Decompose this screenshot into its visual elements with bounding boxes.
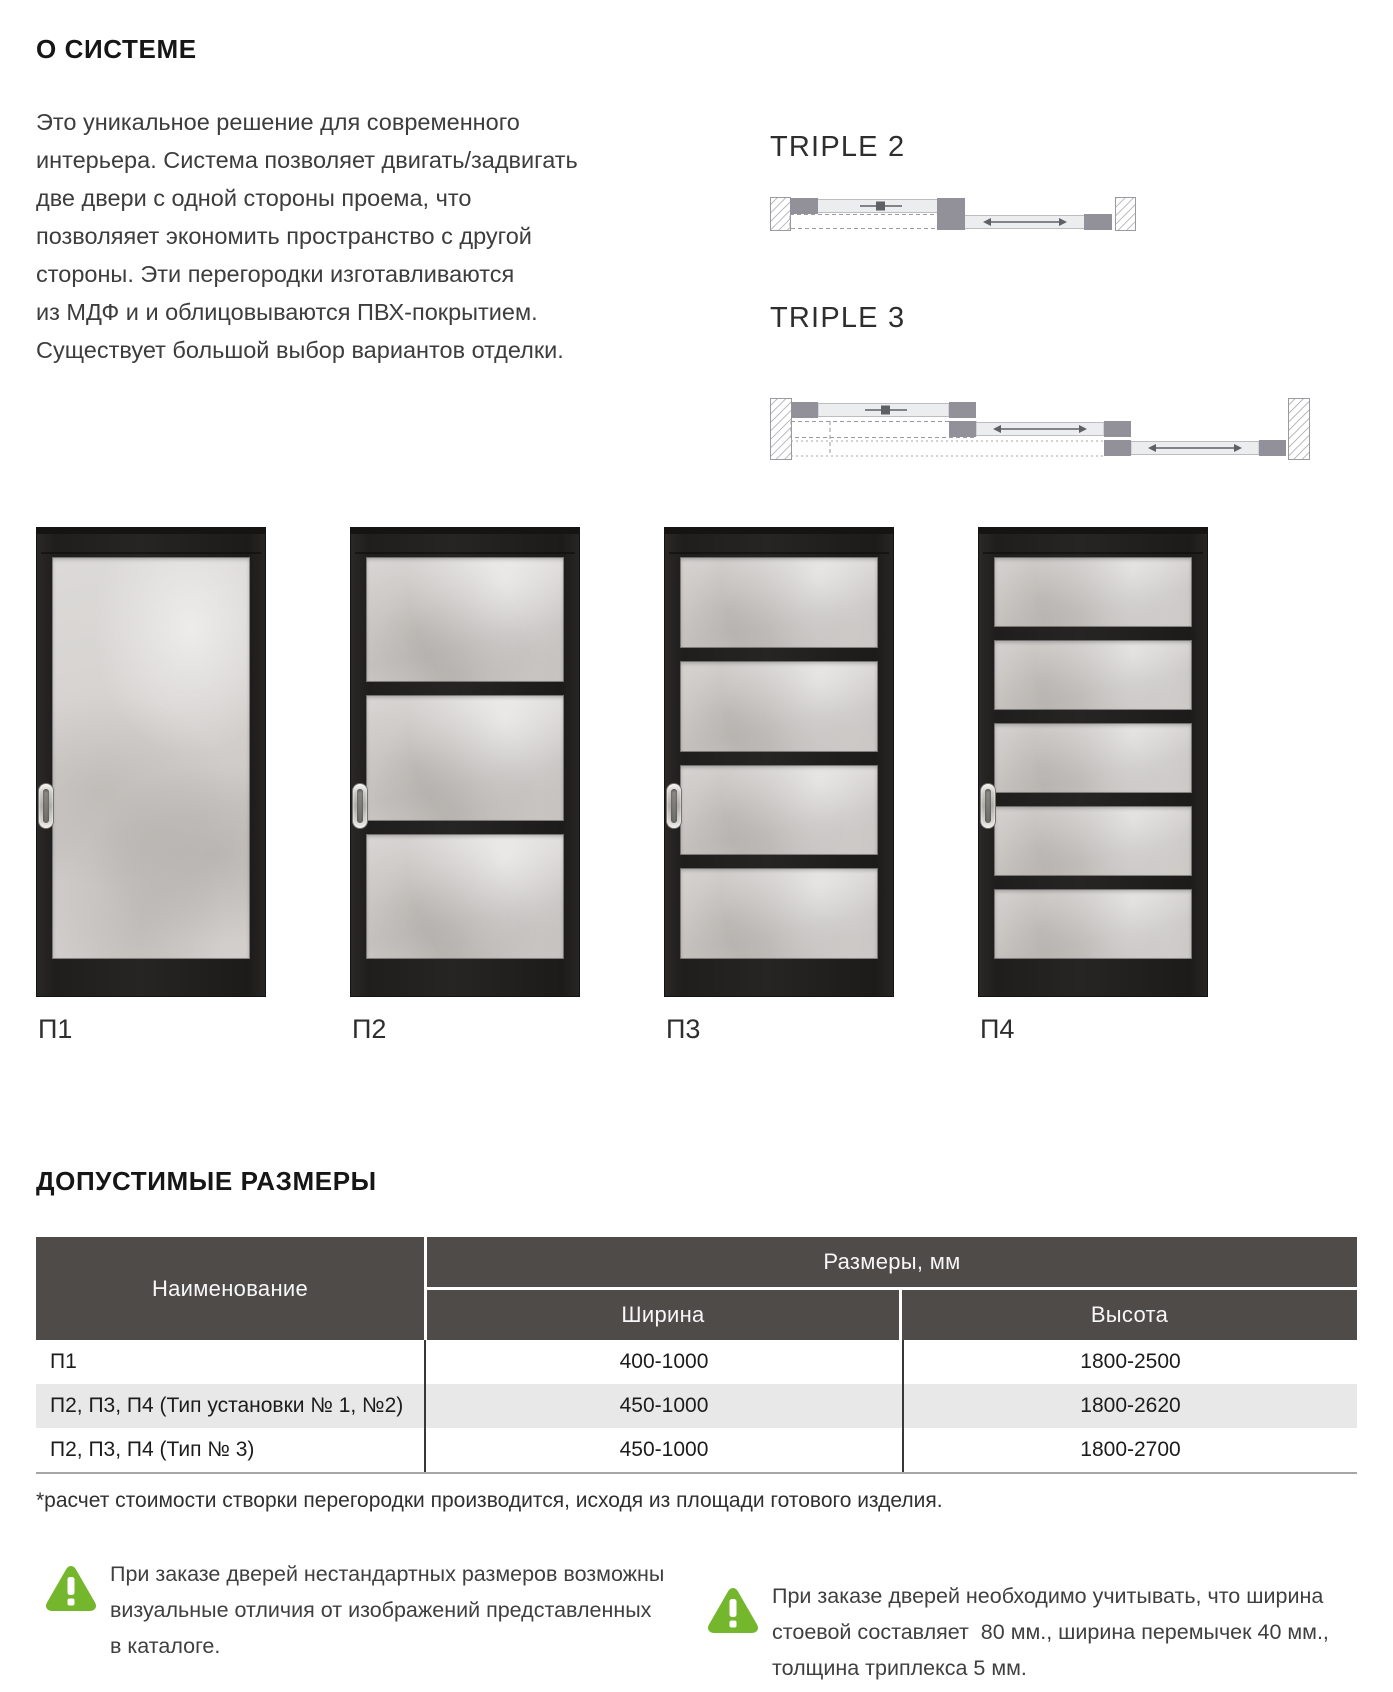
door-track-groove: [355, 552, 575, 554]
frosted-glass-panel: [680, 868, 878, 959]
frosted-glass-panel: [52, 557, 250, 959]
triple-2-diagram: [770, 196, 1140, 234]
about-paragraph-line: позволяяет экономить пространство с другой: [36, 223, 532, 249]
door-glass-area: [52, 557, 250, 959]
column-header-name: Наименование: [36, 1237, 424, 1340]
note-line: При заказе дверей необходимо учитывать, что ширина: [772, 1584, 1324, 1608]
note-text: [772, 1578, 1329, 1686]
about-paragraph-line: Существует большой выбор вариантов отделки.: [36, 337, 564, 363]
cell-name: П2, П3, П4 (Тип установки № 1, №2): [50, 1394, 404, 1417]
door-glass-area: [680, 557, 878, 959]
door-П3: [664, 527, 894, 997]
cell-height: 1800-2700: [902, 1428, 1357, 1472]
door-track-groove: [41, 552, 261, 554]
about-paragraph-line: интерьера. Система позволяет двигать/задвигать: [36, 147, 578, 173]
cell-height: 1800-2620: [902, 1384, 1357, 1428]
wall-hatch-right: [1289, 399, 1310, 460]
door-П1: [36, 527, 266, 997]
door-panel-sliding-2: [1104, 440, 1286, 456]
column-header-width: Ширина: [427, 1290, 899, 1340]
note-line: в каталоге.: [110, 1634, 221, 1658]
sizes-table-header: [36, 1237, 1357, 1340]
note-line: стоевой составляет 80 мм., ширина перемычек 40 мм.,: [772, 1620, 1329, 1644]
warning-icon: [44, 1564, 98, 1612]
note-line: визуальные отличия от изображений представленных: [110, 1598, 652, 1622]
door-handle: [39, 784, 53, 828]
frosted-glass-panel: [366, 557, 564, 682]
frosted-glass-panel: [994, 806, 1192, 876]
door-track-dashed: [791, 422, 976, 438]
about-paragraph-line: из МДФ и и облицовываются ПВХ-покрытием.: [36, 299, 538, 325]
triple-3-diagram: [770, 397, 1315, 463]
table-row: [36, 1384, 1357, 1428]
about-paragraph-line: две двери с одной стороны проема, что: [36, 185, 472, 211]
door-П2: [350, 527, 580, 997]
cell-width: 450-1000: [424, 1384, 902, 1428]
frosted-glass-panel: [994, 723, 1192, 793]
door-track-groove: [983, 552, 1203, 554]
frosted-glass-panel: [680, 557, 878, 648]
column-header-height: Высота: [902, 1290, 1357, 1340]
frosted-glass-panel: [366, 834, 564, 959]
note-line: толщина триплекса 5 мм.: [772, 1656, 1027, 1680]
cell-name: П2, П3, П4 (Тип № 3): [50, 1438, 255, 1461]
door-handle: [353, 784, 367, 828]
wall-hatch-left: [771, 198, 791, 231]
door-П4: [978, 527, 1208, 997]
wall-hatch-right: [1116, 198, 1136, 231]
door-label-П4: П4: [980, 1014, 1015, 1044]
cell-height: 1800-2500: [902, 1340, 1357, 1384]
cell-width: 400-1000: [424, 1340, 902, 1384]
frosted-glass-panel: [994, 889, 1192, 959]
door-handle: [981, 784, 995, 828]
frosted-glass-panel: [680, 661, 878, 752]
price-footnote: *расчет стоимости створки перегородки производится, исходя из площади готового изделия.: [36, 1489, 943, 1512]
triple-2-label: TRIPLE 2: [770, 131, 906, 163]
cell-name: П1: [50, 1350, 77, 1373]
column-header-sizes: Размеры, мм: [427, 1237, 1357, 1287]
frosted-glass-panel: [366, 695, 564, 820]
door-glass-area: [366, 557, 564, 959]
sizes-table-body: [36, 1340, 1357, 1474]
frosted-glass-panel: [994, 557, 1192, 627]
door-panel-fixed: [790, 198, 965, 214]
cell-width: 450-1000: [424, 1428, 902, 1472]
door-panel-sliding: [937, 214, 1112, 230]
door-panel-sliding-1: [949, 421, 1131, 437]
door-track-groove: [669, 552, 889, 554]
about-section-title: О СИСТЕМЕ: [36, 34, 197, 64]
table-row: [36, 1340, 1357, 1384]
triple-3-label: TRIPLE 3: [770, 302, 906, 334]
note-text: [110, 1556, 664, 1664]
sizes-section-title: ДОПУСТИМЫЕ РАЗМЕРЫ: [36, 1166, 377, 1196]
note-profile-widths: [706, 1578, 1329, 1686]
about-paragraph-line: стороны. Эти перегородки изготавливаются: [36, 261, 515, 287]
about-paragraph: [36, 103, 578, 369]
door-panel-fixed: [791, 402, 976, 418]
frosted-glass-panel: [680, 765, 878, 856]
door-glass-area: [994, 557, 1192, 959]
door-label-П2: П2: [352, 1014, 387, 1044]
note-line: При заказе дверей нестандартных размеров возможны: [110, 1562, 665, 1586]
wall-hatch-left: [771, 399, 792, 460]
door-handle: [667, 784, 681, 828]
sizes-table: [36, 1237, 1357, 1474]
door-label-П3: П3: [666, 1014, 701, 1044]
table-row: [36, 1428, 1357, 1472]
warning-icon: [706, 1586, 760, 1634]
about-paragraph-line: Это уникальное решение для современного: [36, 109, 520, 135]
frosted-glass-panel: [994, 640, 1192, 710]
note-nonstandard-sizes: [44, 1556, 664, 1664]
door-label-П1: П1: [38, 1014, 73, 1044]
